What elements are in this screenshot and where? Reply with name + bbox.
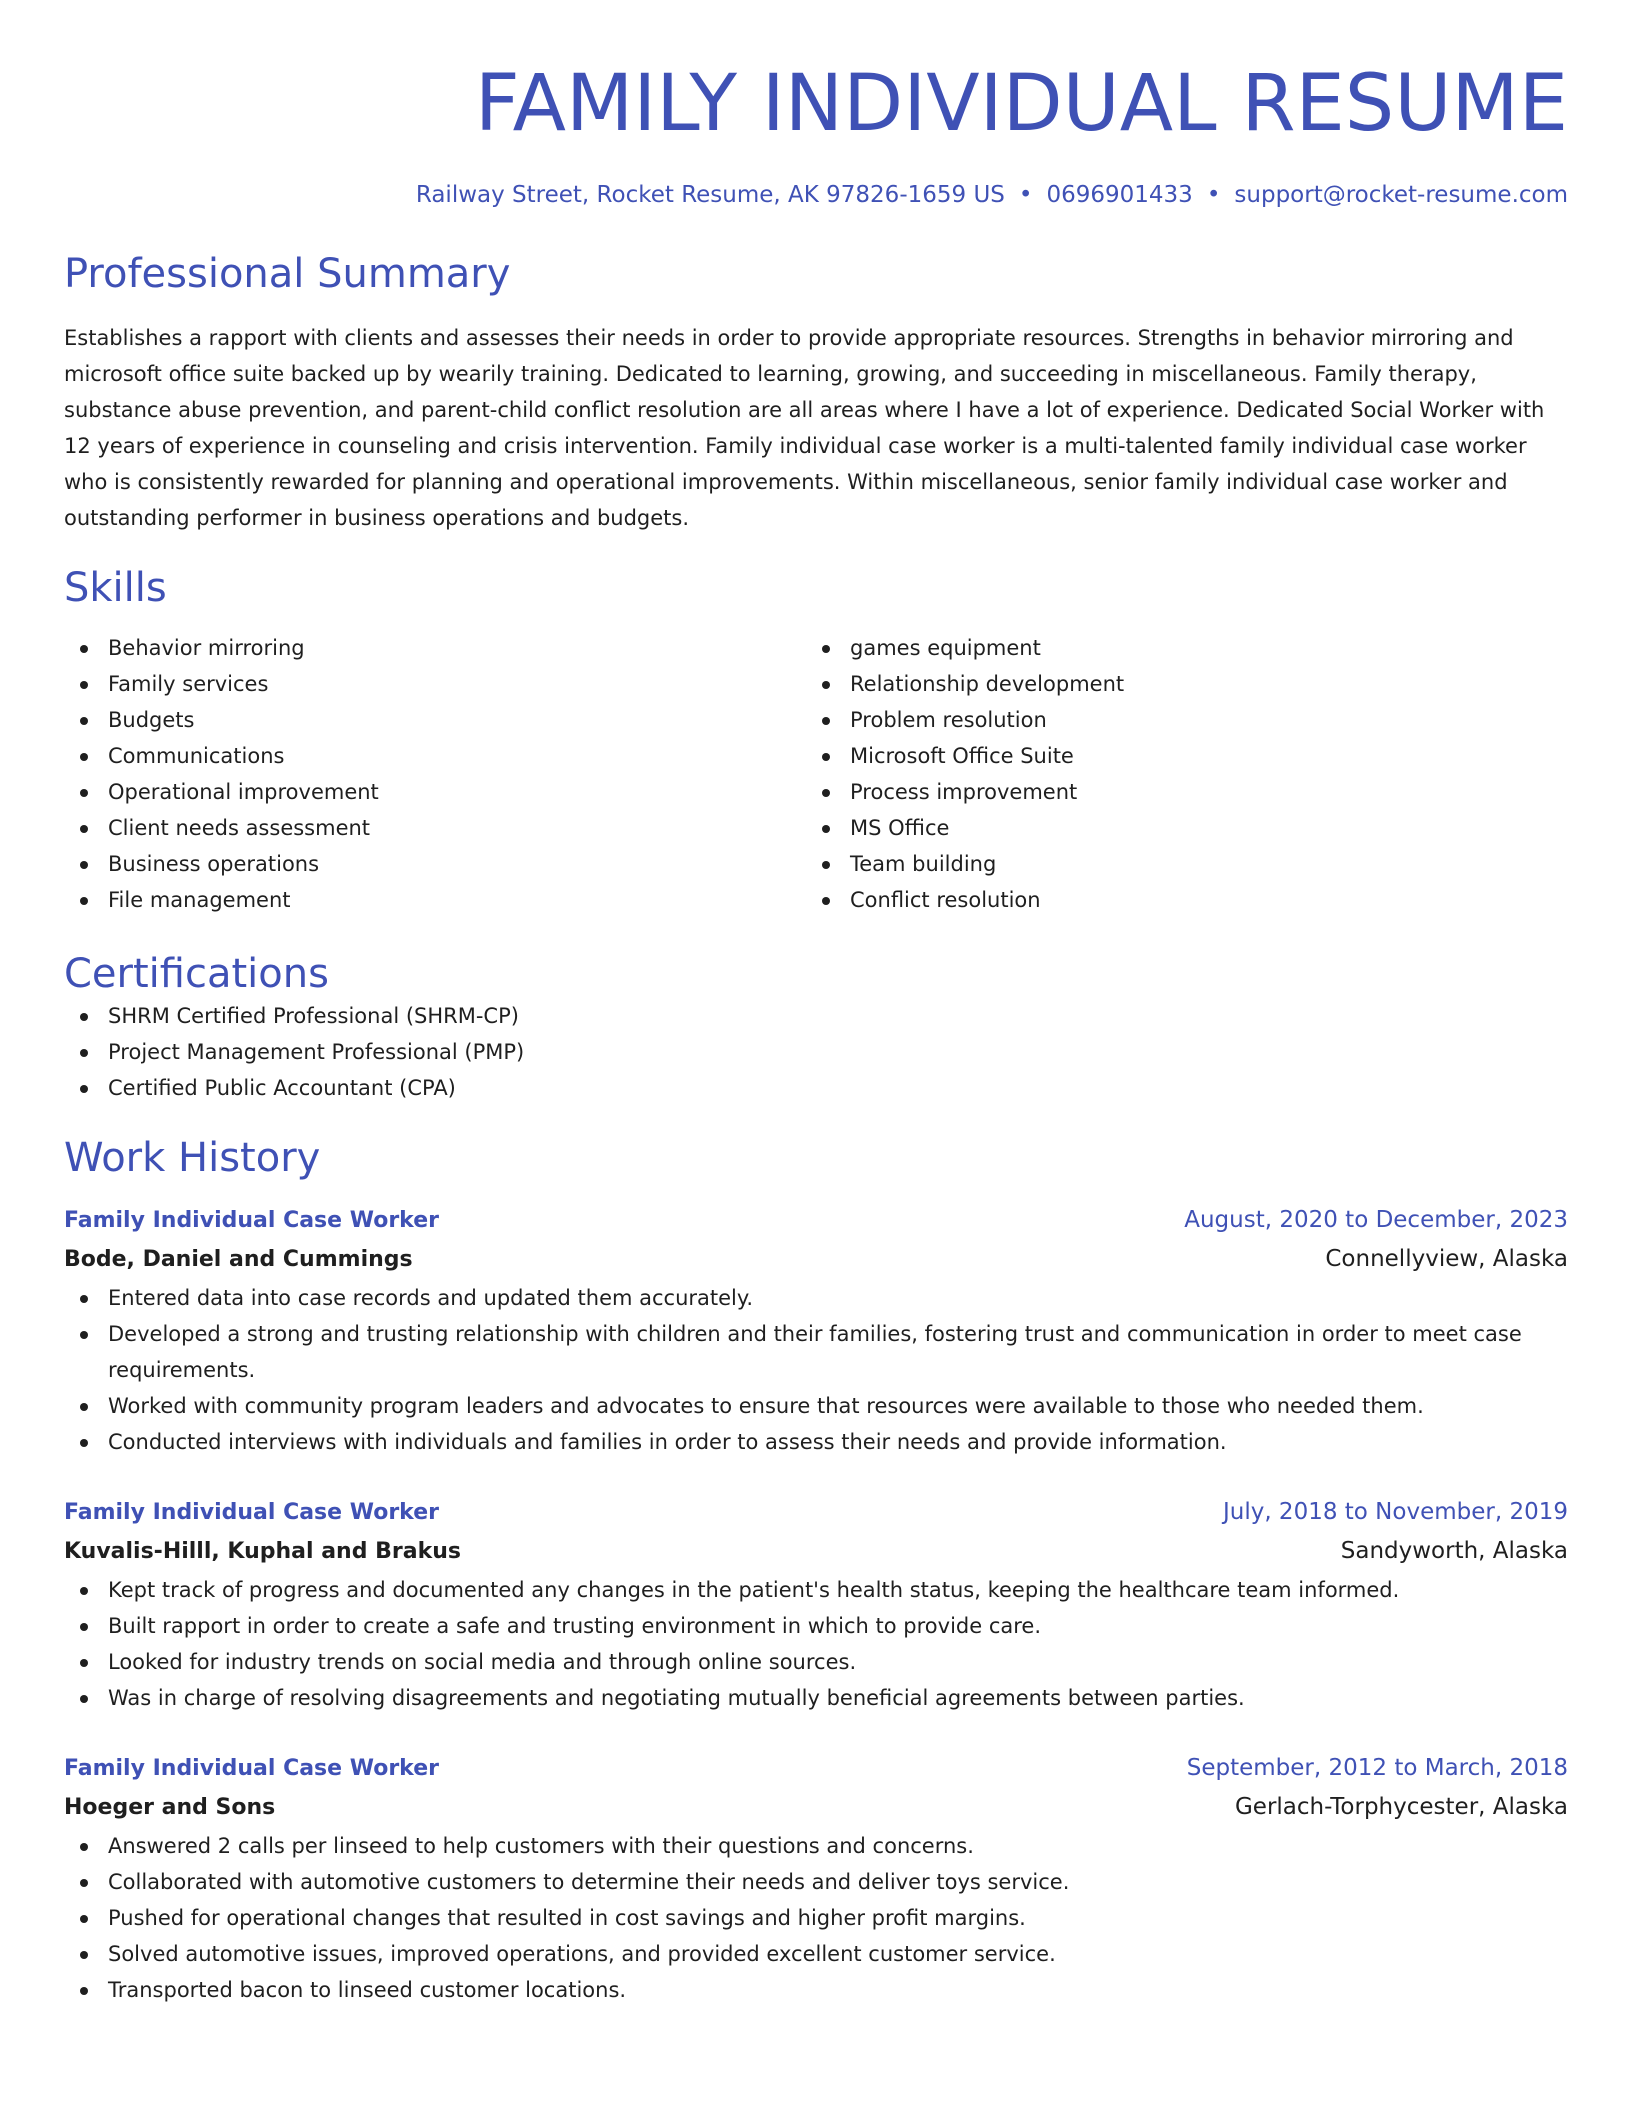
job-entry — [64, 1202, 1568, 1460]
job-header-row — [64, 1750, 1568, 1787]
contact-address: Railway Street, Rocket Resume, AK 97826-1659 US — [415, 182, 1005, 208]
skill-item: Behavior mirroring — [64, 630, 806, 666]
job-bullets — [64, 1828, 1568, 2008]
contact-line — [64, 180, 1568, 210]
certification-item: Project Management Professional (PMP) — [64, 1034, 1568, 1070]
contact-email[interactable]: support@rocket-resume.com — [1234, 182, 1568, 208]
skill-item: Process improvement — [806, 774, 1548, 810]
skill-item: Communications — [64, 738, 806, 774]
job-bullet: Collaborated with automotive customers to determine their needs and deliver toys service. — [64, 1864, 1568, 1900]
skill-item: Family services — [64, 666, 806, 702]
job-header-row — [64, 1494, 1568, 1531]
skill-item: games equipment — [806, 630, 1548, 666]
skills-list-right — [806, 630, 1548, 918]
job-company-row — [64, 1787, 1568, 1828]
skills-column-left — [64, 630, 806, 918]
skill-item: Problem resolution — [806, 702, 1548, 738]
job-dates: September, 2012 to March, 2018 — [1186, 1755, 1568, 1781]
job-company-row — [64, 1239, 1568, 1280]
job-location: Gerlach-Torphycester, Alaska — [1234, 1794, 1568, 1820]
job-title: Family Individual Case Worker — [64, 1500, 439, 1525]
resume-page — [64, 0, 1568, 2008]
job-company: Kuvalis-Hilll, Kuphal and Brakus — [64, 1539, 461, 1564]
certifications-heading: Certifications — [64, 951, 329, 997]
job-title: Family Individual Case Worker — [64, 1756, 439, 1781]
skills-grid — [64, 630, 1568, 918]
job-dates: July, 2018 to November, 2019 — [1222, 1499, 1568, 1525]
skill-item: Client needs assessment — [64, 810, 806, 846]
skill-item: Business operations — [64, 846, 806, 882]
job-dates: August, 2020 to December, 2023 — [1184, 1207, 1568, 1233]
job-company-row — [64, 1531, 1568, 1572]
certification-item: Certified Public Accountant (CPA) — [64, 1070, 1568, 1106]
contact-separator: • — [1206, 182, 1221, 208]
job-bullets — [64, 1280, 1568, 1460]
job-bullet: Conducted interviews with individuals and families in order to assess their needs and provide information. — [64, 1424, 1568, 1460]
job-bullet: Entered data into case records and updated them accurately. — [64, 1280, 1568, 1316]
skill-item: Relationship development — [806, 666, 1548, 702]
summary-heading: Professional Summary — [64, 251, 511, 297]
skill-item: Team building — [806, 846, 1548, 882]
skill-item: File management — [64, 882, 806, 918]
job-entry — [64, 1494, 1568, 1716]
work-history-heading: Work History — [64, 1135, 321, 1181]
job-bullet: Built rapport in order to create a safe and trusting environment in which to provide care. — [64, 1608, 1568, 1644]
contact-separator: • — [1018, 182, 1033, 208]
job-bullet: Transported bacon to linseed customer locations. — [64, 1972, 1568, 2008]
certification-item: SHRM Certified Professional (SHRM-CP) — [64, 998, 1568, 1034]
skill-item: MS Office — [806, 810, 1548, 846]
skill-item: Operational improvement — [64, 774, 806, 810]
job-bullets — [64, 1572, 1568, 1716]
job-location: Sandyworth, Alaska — [1340, 1538, 1568, 1564]
skills-list-left — [64, 630, 806, 918]
summary-text: Establishes a rapport with clients and assesses their needs in order to provide appropriate resources. Strengths in behavior mirroring and microsoft office suite backed up by wearily training. Dedicated to learning, growing, and succeeding in miscellaneous. Family therapy, substance abuse prevention, and parent-child conflict resolution are all areas where I have a lot of experience. Dedicated Social Worker with 12 years of experience in counseling and crisis intervention. Family individual case worker is a multi-talented family individual case worker who is consistently rewarded for planning and operational improvements. Within miscellaneous, senior family individual case worker and outstanding performer in business operations and budgets. — [64, 326, 1545, 530]
job-bullet: Pushed for operational changes that resulted in cost savings and higher profit margins. — [64, 1900, 1568, 1936]
job-bullet: Solved automotive issues, improved operations, and provided excellent customer service. — [64, 1936, 1568, 1972]
skills-heading: Skills — [64, 565, 167, 611]
job-bullet: Was in charge of resolving disagreements and negotiating mutually beneficial agreements between parties. — [64, 1680, 1568, 1716]
job-bullet: Answered 2 calls per linseed to help customers with their questions and concerns. — [64, 1828, 1568, 1864]
job-header-row — [64, 1202, 1568, 1239]
job-bullet: Kept track of progress and documented any changes in the patient's health status, keeping the healthcare team informed. — [64, 1572, 1568, 1608]
job-entry — [64, 1750, 1568, 2008]
skill-item: Conflict resolution — [806, 882, 1548, 918]
skills-column-right — [806, 630, 1548, 918]
job-company: Bode, Daniel and Cummings — [64, 1247, 413, 1272]
job-title: Family Individual Case Worker — [64, 1208, 439, 1233]
job-bullet: Developed a strong and trusting relationship with children and their families, fostering trust and communication in order to meet case requirements. — [64, 1316, 1568, 1388]
job-bullet: Worked with community program leaders and advocates to ensure that resources were available to those who needed them. — [64, 1388, 1568, 1424]
job-company: Hoeger and Sons — [64, 1795, 276, 1820]
job-location: Connellyview, Alaska — [1325, 1246, 1568, 1272]
job-bullet: Looked for industry trends on social media and through online sources. — [64, 1644, 1568, 1680]
skill-item: Budgets — [64, 702, 806, 738]
contact-phone: 0696901433 — [1046, 182, 1193, 208]
skill-item: Microsoft Office Suite — [806, 738, 1548, 774]
certifications-list — [64, 998, 1568, 1106]
resume-title: FAMILY INDIVIDUAL RESUME — [474, 59, 1568, 149]
